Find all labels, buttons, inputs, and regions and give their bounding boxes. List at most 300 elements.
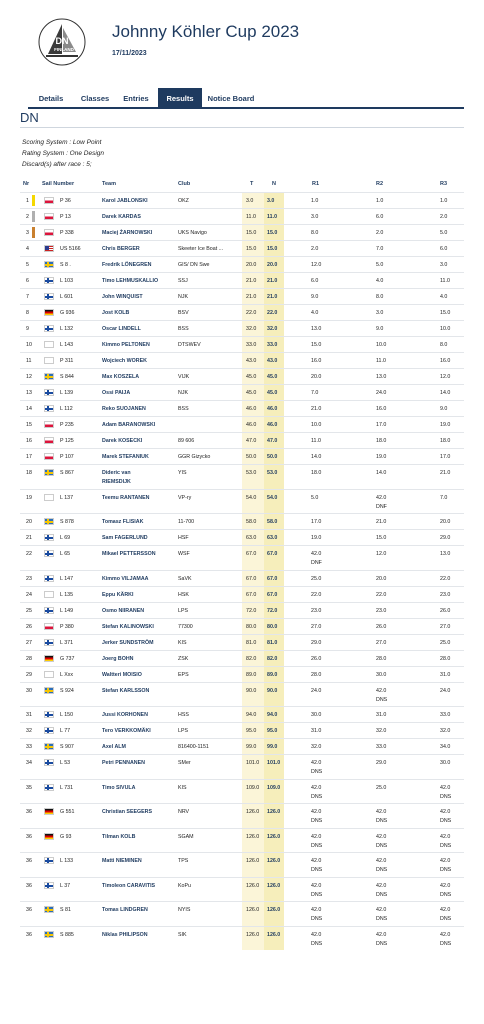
total-points-cell: 22.0 <box>246 310 257 316</box>
total-points-cell: 72.0 <box>246 607 257 614</box>
race3-cell: 6.0 <box>440 246 448 252</box>
team-name-link[interactable]: Waltteri MOISIO <box>102 671 142 678</box>
race3-cell: 34.0 <box>440 744 451 750</box>
net-column-highlight <box>264 546 284 570</box>
tab-details[interactable]: Details <box>38 94 64 103</box>
club-cell: WSF <box>178 551 190 557</box>
sail-number-cell: L 150 <box>60 712 74 718</box>
race1-cell: 42.0 <box>311 931 322 938</box>
total-points-cell: 21.0 <box>246 278 257 284</box>
race1-cell: 17.0 <box>311 519 322 525</box>
team-name-link[interactable]: Kimmo PELTONEN <box>102 342 150 348</box>
club-cell: NYIS <box>178 907 191 913</box>
sail-number-cell: P 36 <box>60 198 71 204</box>
net-points-cell: 67.0 <box>267 575 278 582</box>
race3-cell: 29.0 <box>440 535 451 541</box>
net-points-cell: 89.0 <box>267 671 278 678</box>
rank-cell: 26 <box>26 623 32 630</box>
club-cell: HSS <box>178 712 189 718</box>
net-points-cell: 72.0 <box>267 607 278 614</box>
rank-cell: 35 <box>26 784 32 791</box>
race1-cell: 10.0 <box>311 422 322 428</box>
race3-cell: 23.0 <box>440 591 451 598</box>
race1-cell-status: DNS <box>311 940 323 947</box>
team-name-link[interactable]: Stefan KALINOWSKI <box>102 623 154 630</box>
race2-cell: 23.0 <box>376 607 387 614</box>
net-points-cell: 21.0 <box>267 278 278 284</box>
rank-cell: 29 <box>26 671 32 678</box>
table-row <box>20 779 464 804</box>
team-name-link[interactable]: Max KOSZELA <box>102 374 140 380</box>
net-points-cell: 101.0 <box>267 760 281 766</box>
total-points-cell: 43.0 <box>246 358 257 364</box>
rank-cell: 27 <box>26 639 32 646</box>
rank-cell: 18 <box>26 470 32 476</box>
team-name-link[interactable]: Marek STEFANIUK <box>102 454 149 460</box>
race1-cell: 7.0 <box>311 390 319 396</box>
team-name-link[interactable]: Tomasz FLISIAK <box>102 519 144 525</box>
tab-entries[interactable]: Entries <box>123 94 149 103</box>
tab-results[interactable]: Results <box>158 88 202 109</box>
race1-cell: 29.0 <box>311 639 322 646</box>
club-cell: Skeeter Ice Boat ... <box>178 246 224 252</box>
race1-cell: 12.0 <box>311 262 322 268</box>
race3-cell: 42.0 <box>440 931 451 938</box>
race2-cell: 42.0 <box>376 882 387 889</box>
net-points-cell: 109.0 <box>267 784 281 791</box>
race2-cell: 16.0 <box>376 406 387 412</box>
race1-cell: 15.0 <box>311 342 322 348</box>
col-sail-number: Sail Number <box>42 181 75 187</box>
table-row <box>20 416 464 432</box>
sail-number-cell: P 125 <box>60 438 74 444</box>
race2-cell-status: DNS <box>376 867 388 873</box>
bronze-medal-marker <box>32 227 35 238</box>
rank-cell: 30 <box>26 687 32 694</box>
club-cell: NRV <box>178 809 190 815</box>
swe-flag-icon <box>44 743 54 750</box>
team-name-link[interactable]: Petri PENNANEN <box>102 760 145 766</box>
net-points-cell: 80.0 <box>267 623 278 630</box>
fin-flag-icon <box>44 639 54 646</box>
table-row <box>20 288 464 304</box>
net-points-cell: 46.0 <box>267 422 278 428</box>
pol-flag-icon <box>44 197 54 204</box>
team-name-link[interactable]: Teemu RANTANEN <box>102 494 150 501</box>
total-points-cell: 67.0 <box>246 575 257 582</box>
rank-cell: 22 <box>26 551 32 557</box>
class-title: DN <box>20 110 39 125</box>
team-name-link[interactable]: Axel ALM <box>102 744 126 750</box>
total-points-cell: 99.0 <box>246 744 257 750</box>
net-points-cell: 126.0 <box>267 907 281 913</box>
race3-cell: 13.0 <box>440 551 451 557</box>
event-header <box>0 0 484 88</box>
total-points-cell: 3.0 <box>246 198 254 204</box>
sail-number-cell: L 112 <box>60 406 73 412</box>
race1-cell: 16.0 <box>311 358 322 364</box>
total-points-cell: 89.0 <box>246 671 257 678</box>
race2-cell: 42.0 <box>376 931 387 938</box>
race2-cell: 21.0 <box>376 519 387 525</box>
fin-flag-icon <box>44 727 54 734</box>
table-row <box>20 529 464 545</box>
sail-number-cell: L 37 <box>60 882 71 889</box>
race3-cell-status: DNS <box>440 867 452 873</box>
table-row <box>20 513 464 529</box>
race2-cell: 11.0 <box>376 358 386 364</box>
divider <box>20 127 464 128</box>
race3-cell: 2.0 <box>440 214 448 220</box>
team-name-link[interactable]: Reko SUOJANEN <box>102 406 146 412</box>
fin-flag-icon <box>44 293 54 300</box>
team-name-link[interactable]: Darek KARDAS <box>102 214 141 220</box>
team-name-link[interactable]: John WINQUIST <box>102 294 143 300</box>
race1-cell: 20.0 <box>311 374 322 380</box>
total-points-cell: 82.0 <box>246 655 257 662</box>
team-name-link[interactable]: Maciej ŻARNOWSKI <box>102 230 153 236</box>
silver-medal-marker <box>32 211 35 222</box>
sail-number-cell: L Xxx <box>60 671 74 678</box>
rank-cell: 15 <box>26 422 32 428</box>
race1-cell: 25.0 <box>311 575 322 582</box>
net-points-cell: 46.0 <box>267 406 278 412</box>
team-name-link[interactable]: Tomas LINDGREN <box>102 907 148 913</box>
club-cell: TPS <box>178 858 189 864</box>
race1-cell: 42.0 <box>311 833 322 840</box>
race2-cell-status: DNF <box>376 503 387 510</box>
total-points-cell: 126.0 <box>246 833 260 840</box>
table-row <box>20 272 464 288</box>
sail-number-cell: G 737 <box>60 655 75 662</box>
col-r2: R2 <box>376 181 384 187</box>
race3-cell: 3.0 <box>440 262 448 268</box>
race2-cell: 19.0 <box>376 454 387 460</box>
team-name-link[interactable]: Karol JABLONSKI <box>102 198 148 204</box>
table-row <box>20 926 464 951</box>
net-points-cell: 21.0 <box>267 294 278 300</box>
race1-cell: 1.0 <box>311 198 319 204</box>
col-t: T <box>250 181 254 187</box>
race1-cell-status: DNS <box>311 818 323 824</box>
team-name-link[interactable]: Jussi KORHONEN <box>102 712 148 718</box>
club-cell: HSF <box>178 535 189 541</box>
total-points-cell: 45.0 <box>246 390 257 396</box>
col-r1: R1 <box>312 181 320 187</box>
team-name-link[interactable]: Matti NIEMINEN <box>102 858 142 864</box>
club-cell: BSS <box>178 326 189 332</box>
net-points-cell: 99.0 <box>267 744 278 750</box>
tab-notice-board[interactable]: Notice Board <box>207 94 255 103</box>
tab-classes[interactable]: Classes <box>80 94 110 103</box>
club-cell: LPS <box>178 728 189 734</box>
race3-cell: 42.0 <box>440 882 451 889</box>
pol-flag-icon <box>44 623 54 630</box>
net-points-cell: 94.0 <box>267 712 278 718</box>
sail-number-cell: L 143 <box>60 342 74 348</box>
race1-cell: 21.0 <box>311 406 322 412</box>
race1-cell: 28.0 <box>311 671 322 678</box>
total-column-highlight <box>242 853 264 877</box>
net-column-highlight <box>264 829 284 853</box>
sail-number-cell: P 380 <box>60 623 74 630</box>
club-cell: SIK <box>178 931 187 938</box>
race1-cell-status: DNS <box>311 842 323 849</box>
race2-cell: 6.0 <box>376 214 384 220</box>
swe-flag-icon <box>44 931 54 938</box>
net-points-cell: 67.0 <box>267 591 278 598</box>
race3-cell: 42.0 <box>440 809 451 815</box>
club-cell: ZSK <box>178 655 189 662</box>
race1-cell: 42.0 <box>311 760 322 766</box>
total-points-cell: 15.0 <box>246 230 257 236</box>
pol-flag-icon <box>44 229 54 236</box>
race2-cell-status: DNS <box>376 696 388 703</box>
col-n: N <box>272 181 276 187</box>
sail-number-cell: L 371 <box>60 639 74 646</box>
results-table <box>20 176 464 950</box>
race1-cell: 3.0 <box>311 214 319 220</box>
net-points-cell: 20.0 <box>267 262 278 268</box>
table-row <box>20 666 464 682</box>
race3-cell: 12.0 <box>440 374 451 380</box>
club-cell: GGR Gizycko <box>178 454 211 460</box>
race2-cell: 4.0 <box>376 278 384 284</box>
club-cell: LPS <box>178 607 189 614</box>
table-row <box>20 877 464 902</box>
team-name-link[interactable]: Wojciech WOREK <box>102 358 147 364</box>
table-row <box>20 570 464 586</box>
total-points-cell: 50.0 <box>246 454 257 460</box>
race2-cell: 42.0 <box>376 494 387 501</box>
team-name-link[interactable]: Fredrik LÖNEGREN <box>102 262 152 268</box>
event-nav <box>28 88 464 109</box>
rank-cell: 12 <box>26 374 32 380</box>
none-flag-icon <box>44 494 54 501</box>
swe-flag-icon <box>44 518 54 525</box>
race3-cell: 33.0 <box>440 712 451 718</box>
pol-flag-icon <box>44 453 54 460</box>
rank-cell: 16 <box>26 438 32 444</box>
sail-number-cell: L 601 <box>60 294 74 300</box>
race2-cell: 32.0 <box>376 728 387 734</box>
race3-cell: 5.0 <box>440 230 448 236</box>
net-points-cell: 33.0 <box>267 342 278 348</box>
net-points-cell: 22.0 <box>267 310 278 316</box>
team-name-link[interactable]: Joerg BOHN <box>102 655 134 662</box>
sail-number-cell: P 338 <box>60 230 74 236</box>
rank-cell: 33 <box>26 744 32 750</box>
rank-cell: 7 <box>26 294 29 300</box>
dn-finland-logo <box>38 18 86 66</box>
race1-cell: 5.0 <box>311 494 319 501</box>
net-points-cell: 126.0 <box>267 858 281 864</box>
club-cell: 77300 <box>178 623 193 630</box>
race3-cell: 21.0 <box>440 470 451 476</box>
ger-flag-icon <box>44 655 54 662</box>
team-name-link[interactable]: Eppu KÄRKI <box>102 591 134 598</box>
total-column-highlight <box>242 829 264 853</box>
race2-cell: 9.0 <box>376 326 384 332</box>
total-points-cell: 90.0 <box>246 687 257 694</box>
race2-cell: 29.0 <box>376 760 387 766</box>
team-name-link[interactable]: Ossi PAIJA <box>102 390 131 396</box>
team-name-link[interactable]: Sam FAGERLUND <box>102 535 148 541</box>
team-name-link[interactable]: Tero VERKKOMÄKI <box>102 728 151 734</box>
race2-cell: 20.0 <box>376 575 387 582</box>
total-points-cell: 126.0 <box>246 907 260 913</box>
fin-flag-icon <box>44 325 54 332</box>
race3-cell: 32.0 <box>440 728 451 734</box>
net-points-cell: 81.0 <box>267 639 278 646</box>
rank-cell: 36 <box>26 882 32 889</box>
total-points-cell: 80.0 <box>246 623 257 630</box>
team-name-link[interactable]: Osmo NIIRANEN <box>102 607 145 614</box>
total-points-cell: 126.0 <box>246 882 260 889</box>
sail-number-cell: L 53 <box>60 760 71 766</box>
rank-cell: 2 <box>26 214 29 220</box>
club-cell: KIS <box>178 784 187 791</box>
race2-cell: 12.0 <box>376 551 387 557</box>
fin-flag-icon <box>44 857 54 864</box>
swe-flag-icon <box>44 261 54 268</box>
rank-cell: 9 <box>26 326 29 332</box>
race3-cell: 26.0 <box>440 607 451 614</box>
total-points-cell: 126.0 <box>246 809 260 815</box>
sail-number-cell: P 235 <box>60 422 74 428</box>
team-name-link[interactable]: Oscar LINDELL <box>102 326 141 332</box>
team-name-link[interactable]: Christian SEEGERS <box>102 809 153 815</box>
net-column-highlight <box>264 683 284 707</box>
pol-flag-icon <box>44 421 54 428</box>
race1-cell-status: DNS <box>311 891 323 898</box>
total-column-highlight <box>242 490 264 514</box>
team-name-link[interactable]: Tilman KOLB <box>102 833 136 840</box>
total-points-cell: 54.0 <box>246 494 257 501</box>
rank-cell: 19 <box>26 494 32 501</box>
race3-cell-status: DNS <box>440 916 452 922</box>
race3-cell-status: DNS <box>440 891 452 898</box>
sail-number-cell: P 13 <box>60 214 71 220</box>
race3-cell-status: DNS <box>440 818 452 824</box>
race3-cell: 30.0 <box>440 760 451 766</box>
rank-cell: 36 <box>26 833 32 840</box>
race2-cell: 14.0 <box>376 470 387 476</box>
table-row <box>20 448 464 464</box>
team-name-link[interactable]: Jost KOLB <box>102 310 130 316</box>
team-name-line2[interactable]: RIEMSDIJK <box>102 479 131 485</box>
total-points-cell: 11.0 <box>246 214 256 220</box>
team-name-link[interactable]: Niklas PHILIPSON <box>102 931 148 938</box>
team-name-link[interactable]: Timo SIVULA <box>102 784 136 791</box>
race1-cell: 9.0 <box>311 294 319 300</box>
sail-number-cell: US 5166 <box>60 246 81 252</box>
none-flag-icon <box>44 591 54 598</box>
team-name-link[interactable]: Timoleon CARAVITIS <box>102 882 156 889</box>
col-r3: R3 <box>440 181 448 187</box>
table-row <box>20 256 464 272</box>
total-column-highlight <box>242 927 264 951</box>
club-cell: UKS Navigo <box>178 230 207 236</box>
race1-cell: 4.0 <box>311 310 319 316</box>
rank-cell: 21 <box>26 535 32 541</box>
team-name-link[interactable]: Jerker SUNDSTRÖM <box>102 639 154 646</box>
fin-flag-icon <box>44 759 54 766</box>
race3-cell: 27.0 <box>440 623 451 630</box>
total-points-cell: 109.0 <box>246 784 260 791</box>
sail-number-cell: S 8 . <box>60 262 71 268</box>
rank-cell: 31 <box>26 712 32 718</box>
race1-cell: 42.0 <box>311 784 322 791</box>
scoring-system: Scoring System : Low Point <box>22 139 102 146</box>
race2-cell: 15.0 <box>376 535 387 541</box>
team-name-link[interactable]: Stefan KARLSSON <box>102 687 150 694</box>
total-points-cell: 21.0 <box>246 294 257 300</box>
sail-number-cell: L 149 <box>60 607 74 614</box>
club-cell: VIJK <box>178 374 190 380</box>
total-points-cell: 47.0 <box>246 438 257 444</box>
sail-number-cell: S 867 <box>60 470 74 476</box>
race2-cell: 28.0 <box>376 655 387 662</box>
race2-cell: 24.0 <box>376 390 387 396</box>
table-row <box>20 400 464 416</box>
rank-cell: 20 <box>26 519 32 525</box>
race1-cell: 27.0 <box>311 623 322 630</box>
race3-cell: 10.0 <box>440 326 451 332</box>
race2-cell: 17.0 <box>376 422 387 428</box>
rank-cell: 13 <box>26 390 32 396</box>
table-row <box>20 336 464 352</box>
table-row <box>20 304 464 320</box>
col-nr: Nr <box>23 181 30 187</box>
race3-cell: 9.0 <box>440 406 448 412</box>
table-body <box>20 192 464 950</box>
race3-cell: 42.0 <box>440 907 451 913</box>
sail-number-cell: L 137 <box>60 494 74 501</box>
fin-flag-icon <box>44 784 54 791</box>
table-row <box>20 240 464 256</box>
team-name-link[interactable]: Darek KOSECKI <box>102 438 143 444</box>
net-points-cell: 126.0 <box>267 809 281 815</box>
team-name-link[interactable]: Chris BERGER <box>102 246 140 252</box>
none-flag-icon <box>44 341 54 348</box>
team-name-link[interactable]: Dideric van <box>102 470 131 476</box>
net-points-cell: 11.0 <box>267 214 278 220</box>
race2-cell: 25.0 <box>376 784 387 791</box>
team-name-link[interactable]: Kimmo VILJAMAA <box>102 575 149 582</box>
sail-number-cell: G 936 <box>60 310 75 316</box>
race2-cell: 42.0 <box>376 833 387 840</box>
club-cell: KoPu <box>178 882 191 889</box>
club-cell: NJK <box>178 294 189 300</box>
race2-cell: 31.0 <box>376 712 387 718</box>
net-points-cell: 126.0 <box>267 833 281 840</box>
team-name-link[interactable]: Mikael PETTERSSON <box>102 551 156 557</box>
rank-cell: 36 <box>26 809 32 815</box>
net-column-highlight <box>264 878 284 902</box>
usa-flag-icon <box>44 245 54 252</box>
net-points-cell: 3.0 <box>267 198 275 204</box>
sail-number-cell: L 135 <box>60 591 74 598</box>
race1-cell: 19.0 <box>311 535 322 541</box>
club-cell: SaVK <box>178 575 192 582</box>
net-points-cell: 54.0 <box>267 494 278 501</box>
sail-number-cell: S 878 <box>60 519 74 525</box>
team-name-link[interactable]: Adam BARANOWSKI <box>102 422 156 428</box>
club-cell: DTSWEV <box>178 342 201 348</box>
table-row <box>20 432 464 448</box>
team-name-link[interactable]: Timo LEHMUSKALLIO <box>102 278 159 284</box>
